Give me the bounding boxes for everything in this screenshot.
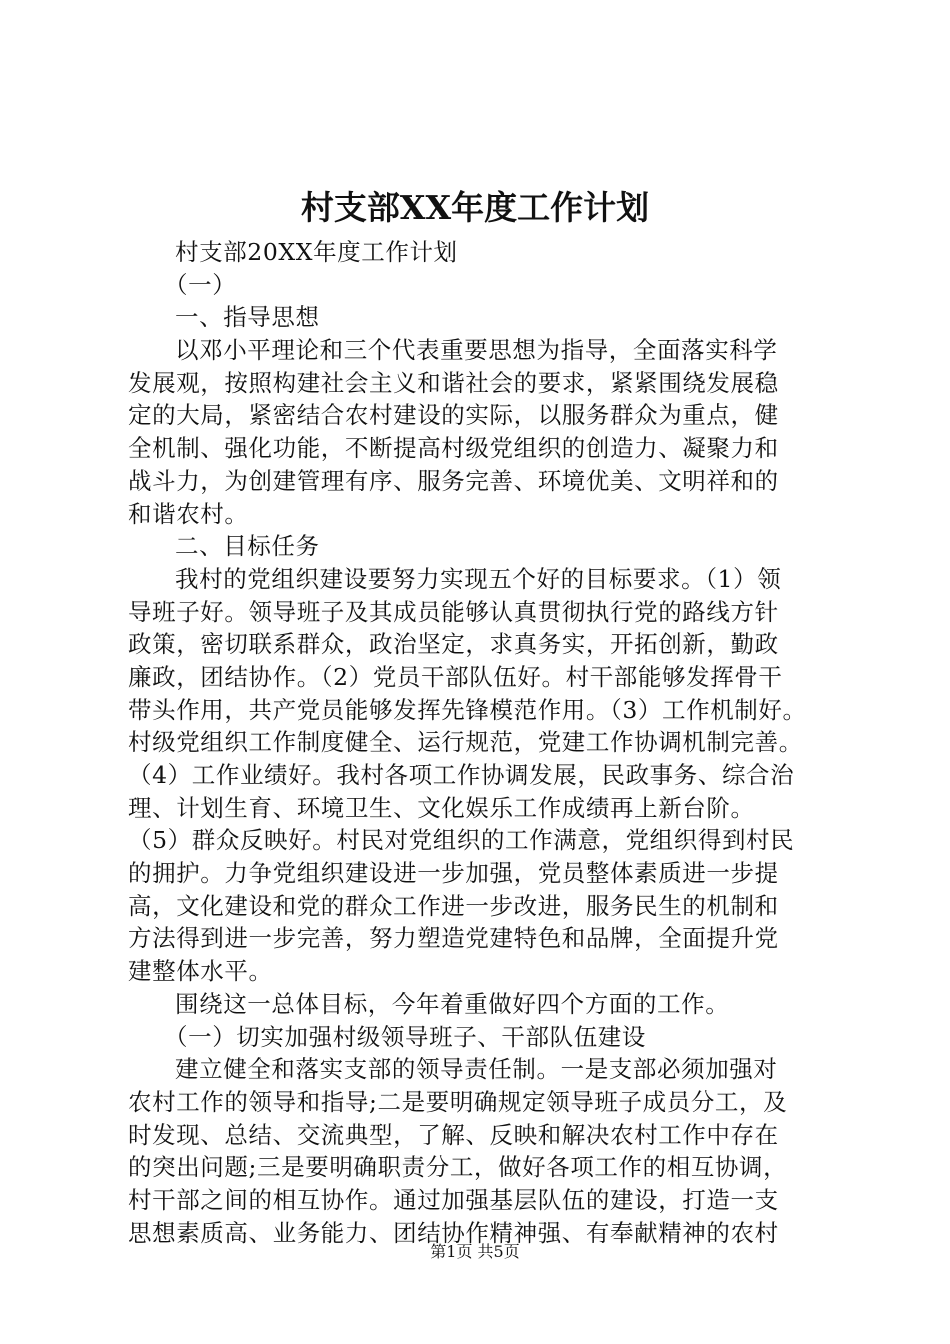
page-number-footer: 第1页 共5页 xyxy=(430,1242,520,1261)
document-line: 发展观，按照构建社会主义和谐社会的要求，紧紧围绕发展稳 xyxy=(128,368,779,397)
document-line: 政策，密切联系群众，政治坚定，求真务实，开拓创新，勤政 xyxy=(128,630,779,659)
document-line: 以邓小平理论和三个代表重要思想为指导，全面落实科学 xyxy=(175,336,778,365)
document-line: （4）工作业绩好。我村各项工作协调发展，民政事务、综合治 xyxy=(128,761,795,789)
document-line: 建整体水平。 xyxy=(128,957,273,986)
document-line: 定的大局，紧密结合农村建设的实际，以服务群众为重点，健 xyxy=(128,401,779,430)
document-line: 带头作用，共产党员能够发挥先锋模范作用。（3）工作机制好。 xyxy=(128,695,807,724)
document-body xyxy=(128,236,844,1249)
document-line: 思想素质高、业务能力、团结协作精神强、有奉献精神的农村 xyxy=(128,1218,779,1247)
document-line: 二、目标任务 xyxy=(175,532,320,561)
document-line: 时发现、总结、交流典型，了解、反映和解决农村工作中存在 xyxy=(128,1120,779,1149)
document-line: 建立健全和落实支部的领导责任制。一是支部必须加强对 xyxy=(175,1055,778,1084)
document-line: 导班子好。领导班子及其成员能够认真贯彻执行党的路线方针 xyxy=(128,597,779,626)
document-line: 的突出问题;三是要明确职责分工，做好各项工作的相互协调， xyxy=(128,1153,788,1182)
document-line: 一、指导思想 xyxy=(175,303,320,332)
document-line: 全机制、强化功能，不断提高村级党组织的创造力、凝聚力和 xyxy=(128,434,779,463)
document-line: 战斗力，为创建管理有序、服务完善、环境优美、文明祥和的 xyxy=(128,466,779,495)
document-line: （一）切实加强村级领导班子、干部队伍建设 xyxy=(164,1022,646,1051)
document-line: 廉政，团结协作。（2）党员干部队伍好。村干部能够发挥骨干 xyxy=(128,662,783,691)
document-title: 村支部XX年度工作计划 xyxy=(300,188,650,227)
document-line: 村干部之间的相互协作。通过加强基层队伍的建设，打造一支 xyxy=(128,1185,779,1214)
document-line: 我村的党组织建设要努力实现五个好的目标要求。（1）领 xyxy=(175,564,782,593)
document-line: 高，文化建设和党的群众工作进一步改进，服务民生的机制和 xyxy=(128,891,779,920)
document-line: 村支部20XX年度工作计划 xyxy=(175,238,458,266)
document-line: 围绕这一总体目标，今年着重做好四个方面的工作。 xyxy=(175,989,730,1018)
document-line: 村级党组织工作制度健全、运行规范，党建工作协调机制完善。 xyxy=(128,728,803,757)
document-line: （一） xyxy=(164,270,237,299)
document-line: 农村工作的领导和指导;二是要明确规定领导班子成员分工，及 xyxy=(128,1087,788,1116)
document-line: 方法得到进一步完善，努力塑造党建特色和品牌，全面提升党 xyxy=(128,924,779,953)
document-line: 和谐农村。 xyxy=(128,499,249,528)
document-line: 理、计划生育、环境卫生、文化娱乐工作成绩再上新台阶。 xyxy=(128,793,755,822)
document-line: 的拥护。力争党组织建设进一步加强，党员整体素质进一步提 xyxy=(128,859,779,888)
document-line: （5）群众反映好。村民对党组织的工作满意，党组织得到村民 xyxy=(128,826,795,855)
